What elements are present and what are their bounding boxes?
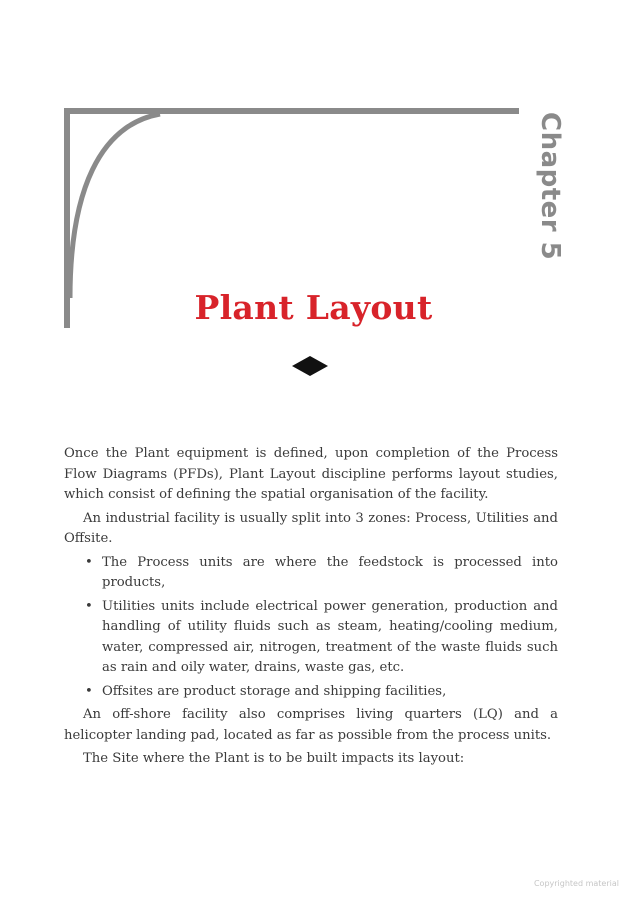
bullet-text: The Process units are where the feedstock is processed into products, (102, 554, 558, 590)
intro-paragraph: Once the Plant equipment is defined, upon completion of the Process Flow Diagrams (PFDs), Plant Layout discipline performs layout studies, which consist of defining the spatial organisation of the facility. (64, 446, 558, 502)
chapter-body (64, 444, 558, 773)
frame-arc (70, 114, 160, 298)
bullet-icon: • (85, 598, 93, 614)
chapter-title: Plant Layout (194, 288, 433, 327)
bullet-text: Utilities units include electrical power generation, production and handling of utility fluids such as steam, heating/cooling medium, water, compressed air, nitrogen, treatment of the waste fluids such as rain and oily water, drains, waste gas, etc. (102, 598, 558, 675)
zones-bullet-list (64, 553, 558, 703)
bullet-icon: • (85, 554, 93, 570)
list-item (64, 553, 558, 594)
offshore-paragraph: An off-shore facility also comprises living quarters (LQ) and a helicopter landing pad, located as far as possible from the process units. (64, 707, 558, 743)
chapter-number-label: Chapter 5 (535, 112, 565, 261)
bullet-icon: • (85, 683, 93, 699)
diamond-ornament-icon (290, 354, 330, 378)
list-item (64, 597, 558, 679)
list-item (64, 682, 558, 703)
copyright-notice: Copyrighted material (533, 879, 619, 888)
zones-paragraph: An industrial facility is usually split into 3 zones: Process, Utilities and Offsite. (64, 510, 558, 546)
bullet-text: Offsites are product storage and shipping facilities, (102, 683, 447, 699)
site-paragraph: The Site where the Plant is to be built impacts its layout: (83, 751, 465, 766)
frame-top-bar (64, 108, 519, 114)
